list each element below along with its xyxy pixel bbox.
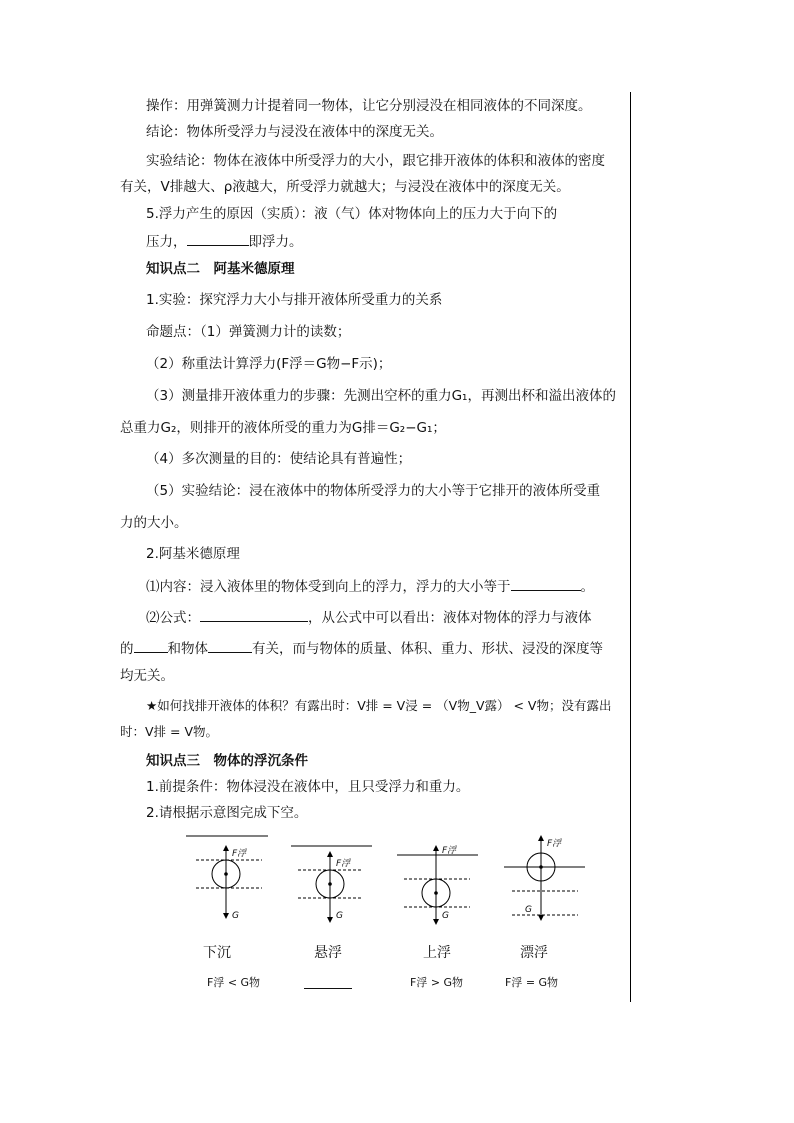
formula-float: F浮 = G物 — [505, 976, 559, 989]
formula-rise: F浮 > G物 — [410, 976, 464, 989]
text-line-premise: 1.前提条件：物体浸没在液体中，且只受浮力和重力。 — [146, 779, 470, 795]
state-label-rise: 上浮 — [423, 945, 451, 961]
state-label-float: 漂浮 — [520, 945, 548, 961]
force-label-down-4: G — [525, 905, 532, 915]
text-line-volume-tip: ★如何找排开液体的体积？有露出时：V排 = V浸 = （V物_V露） < V物；没有露出 — [146, 698, 612, 713]
period-text: 。 — [580, 579, 594, 595]
of-text: 的 — [120, 641, 134, 657]
force-label-up-2: F浮 — [336, 859, 351, 869]
text-line-archimedes-title: 2.阿基米德原理 — [146, 546, 240, 562]
text-line-topic-1: 命题点：（1）弹簧测力计的读数； — [146, 324, 351, 340]
text-line-topic-4: （4）多次测量的目的：使结论具有普遍性； — [146, 451, 412, 467]
diagram-suspend — [291, 846, 372, 920]
text-line-topic-3: （3）测量排开液体重力的步骤：先测出空杯的重力G₁，再测出杯和溢出液体的 — [146, 388, 616, 404]
text-line-experiment: 1.实验：探究浮力大小与排开液体所受重力的关系 — [146, 292, 443, 308]
buoyancy-text: 即浮力。 — [248, 234, 303, 250]
text-line-unrelated: 均无关。 — [120, 668, 174, 684]
diagram-float — [504, 838, 585, 918]
diagram-sink — [186, 836, 268, 916]
text-line-topic-2: （2）称重法计算浮力(F浮＝G物−F示)； — [146, 356, 392, 372]
text-line-buoyancy-cause: 5.浮力产生的原因（实质）：液（气）体对物体向上的压力大于向下的 — [146, 206, 558, 222]
diagram-rise — [397, 848, 478, 922]
section-heading-2: 知识点二 阿基米德原理 — [146, 261, 295, 277]
text-line-topic-5-cont: 力的大小。 — [120, 515, 188, 531]
text-line-topic-5: （5）实验结论：浸在液体中的物体所受浮力的大小等于它排开的液体所受重 — [146, 483, 601, 499]
text-line-conclusion: 结论：物体所受浮力与浸没在液体中的深度无关。 — [146, 124, 443, 140]
state-label-suspend: 悬浮 — [314, 945, 342, 961]
formula-label: ⑵公式： — [146, 610, 200, 626]
answer-blank-suspend[interactable] — [304, 974, 352, 989]
content-text: ⑴内容：浸入液体里的物体受到向上的浮力，浮力的大小等于 — [146, 579, 511, 595]
and-object-text: 和物体 — [167, 641, 208, 657]
force-label-up-4: F浮 — [547, 839, 562, 849]
text-line-operation: 操作：用弹簧测力计提着同一物体，让它分别浸没在相同液体的不同深度。 — [146, 98, 592, 114]
force-label-down-3: G — [442, 911, 449, 921]
formula-sink: F浮 < G物 — [207, 976, 261, 989]
formula-text: ，从公式中可以看出：液体对物体的浮力与液体 — [308, 610, 592, 626]
force-label-up-1: F浮 — [232, 849, 247, 859]
text-line-topic-3-cont: 总重力G₂，则排开的液体所受的重力为G排＝G₂−G₁； — [120, 420, 446, 436]
text-line-volume-tip-cont: 时：V排 = V物。 — [120, 724, 219, 739]
text-line-conclusion-cont: 有关，V排越大、ρ液越大，所受浮力就越大；与浸没在液体中的深度无关。 — [120, 179, 570, 195]
text-line-instruction: 2.请根据示意图完成下空。 — [146, 805, 308, 821]
force-label-up-3: F浮 — [442, 846, 457, 856]
relation-text: 有关，而与物体的质量、体积、重力、形状、浸没的深度等 — [252, 641, 603, 657]
section-heading-3: 知识点三 物体的浮沉条件 — [146, 753, 308, 769]
state-label-sink: 下沉 — [203, 945, 231, 961]
force-label-down-1: G — [232, 911, 239, 921]
pressure-text: 压力， — [146, 234, 187, 250]
text-line-experiment-conclusion: 实验结论：物体在液体中所受浮力的大小，跟它排开液体的体积和液体的密度 — [146, 153, 605, 169]
force-label-down-2: G — [336, 911, 343, 921]
